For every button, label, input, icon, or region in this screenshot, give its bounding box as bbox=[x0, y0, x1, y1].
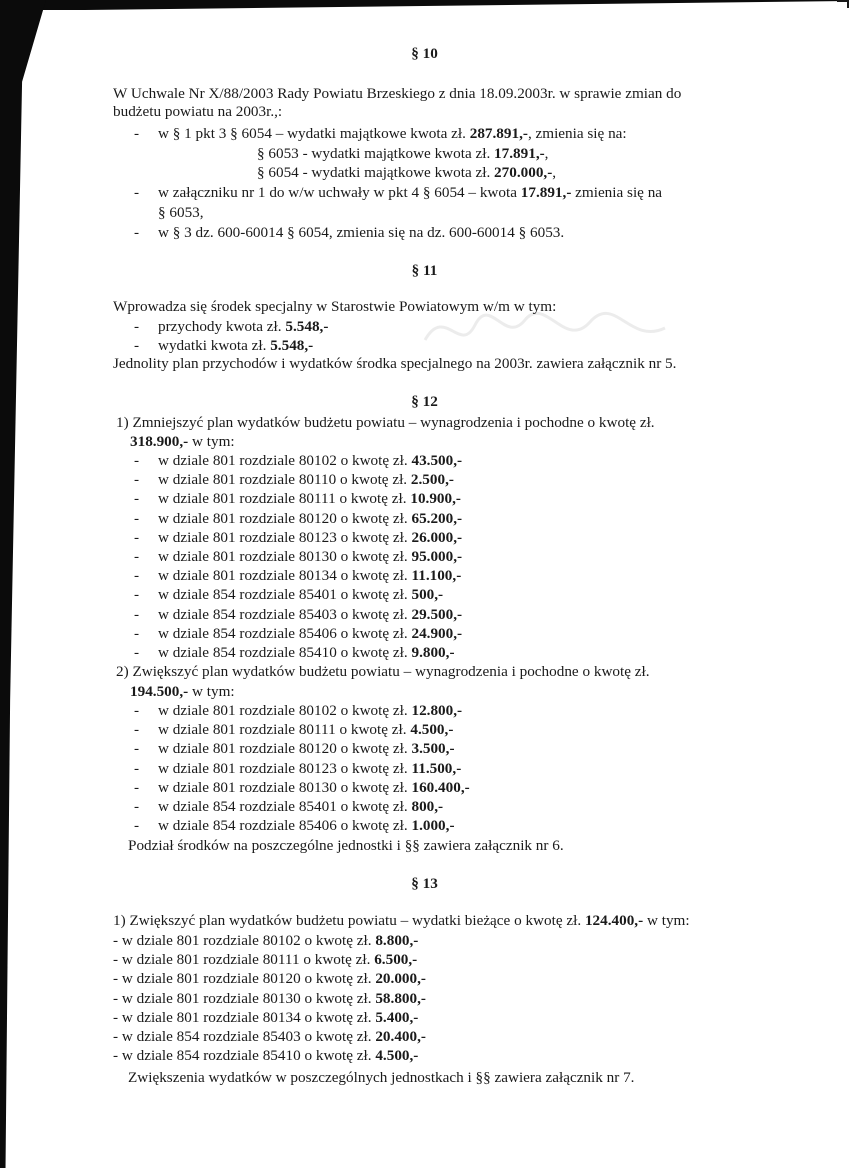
list-item: § 6053, bbox=[158, 204, 204, 221]
section-heading-10: § 10 bbox=[411, 45, 438, 62]
list-item: w dziale 801 rozdziale 80110 o kwotę zł. 2.500,- bbox=[158, 471, 454, 489]
list-item: w dziale 801 rozdziale 80123 o kwotę zł. 26.000,- bbox=[158, 528, 463, 546]
section-heading-12: § 12 bbox=[411, 393, 438, 410]
list-item: w § 1 pkt 3 § 6054 – wydatki majątkowe kwota zł. 287.891,-, zmienia się na: bbox=[158, 125, 627, 142]
section-heading-11: § 11 bbox=[411, 262, 438, 279]
list-item: w dziale 801 rozdziale 80120 o kwotę zł. 65.200,- bbox=[158, 509, 463, 527]
list-item: w dziale 854 rozdziale 85410 o kwotę zł. 9.800,- bbox=[158, 644, 455, 661]
list-dash: - bbox=[134, 452, 140, 469]
list-dash: - bbox=[134, 644, 140, 661]
list-item: w dziale 801 rozdziale 80130 o kwotę zł. 95.000,- bbox=[158, 548, 463, 565]
list-item: w dziale 801 rozdziale 80123 o kwotę zł. 11.500,- bbox=[158, 759, 462, 777]
list-item: w dziale 801 rozdziale 80130 o kwotę zł. 160.400,- bbox=[158, 778, 470, 796]
paragraph-line: Wprowadza się środek specjalny w Starostwie Powiatowym w/m w tym: bbox=[113, 298, 557, 315]
paragraph-line: 1) Zmniejszyć plan wydatków budżetu powiatu – wynagrodzenia i pochodne o kwotę zł. bbox=[116, 414, 655, 431]
list-item: w dziale 801 rozdziale 80111 o kwotę zł. 10.900,- bbox=[158, 490, 461, 508]
paragraph-line: 194.500,- w tym: bbox=[130, 683, 235, 700]
list-item: w dziale 854 rozdziale 85403 o kwotę zł. 29.500,- bbox=[158, 605, 463, 623]
list-item: w dziale 801 rozdziale 80134 o kwotę zł. 11.100,- bbox=[158, 567, 462, 585]
list-item: § 6054 - wydatki majątkowe kwota zł. 270.000,-, bbox=[257, 164, 557, 181]
list-dash: - bbox=[134, 702, 140, 719]
list-item: w dziale 854 rozdziale 85401 o kwotę zł. 800,- bbox=[158, 798, 444, 815]
list-dash: - bbox=[134, 509, 140, 527]
list-item: - w dziale 854 rozdziale 85410 o kwotę zł. 4.500,- bbox=[113, 1047, 419, 1065]
paragraph-line: Zwiększenia wydatków w poszczególnych jednostkach i §§ zawiera załącznik nr 7. bbox=[128, 1069, 635, 1086]
list-item: - w dziale 801 rozdziale 80102 o kwotę zł. 8.800,- bbox=[113, 932, 419, 949]
list-dash: - bbox=[134, 624, 140, 642]
paragraph-line: Podział środków na poszczególne jednostki i §§ zawiera załącznik nr 6. bbox=[128, 837, 564, 854]
paragraph-line: 318.900,- w tym: bbox=[130, 433, 235, 450]
list-item: przychody kwota zł. 5.548,- bbox=[158, 318, 329, 335]
list-item: - w dziale 801 rozdziale 80134 o kwotę zł. 5.400,- bbox=[113, 1008, 419, 1026]
list-dash: - bbox=[134, 567, 140, 585]
list-item: - w dziale 801 rozdziale 80120 o kwotę zł. 20.000,- bbox=[113, 970, 426, 988]
paragraph-line: 1) Zwiększyć plan wydatków budżetu powiatu – wydatki bieżące o kwotę zł. 124.400,- w tym: bbox=[113, 912, 690, 929]
list-item: § 6053 - wydatki majątkowe kwota zł. 17.891,-, bbox=[257, 145, 549, 162]
list-dash: - bbox=[134, 798, 140, 815]
list-dash: - bbox=[134, 586, 140, 604]
list-item: w dziale 801 rozdziale 80111 o kwotę zł. 4.500,- bbox=[158, 721, 454, 739]
paragraph-line: W Uchwale Nr X/88/2003 Rady Powiatu Brzeskiego z dnia 18.09.2003r. w sprawie zmian do bbox=[113, 85, 682, 102]
list-item: wydatki kwota zł. 5.548,- bbox=[158, 337, 314, 354]
list-dash: - bbox=[134, 224, 140, 241]
list-item: w dziale 801 rozdziale 80120 o kwotę zł. 3.500,- bbox=[158, 740, 455, 758]
list-dash: - bbox=[134, 759, 140, 777]
list-dash: - bbox=[134, 817, 140, 835]
list-item: w dziale 854 rozdziale 85406 o kwotę zł. 1.000,- bbox=[158, 817, 455, 835]
list-dash: - bbox=[134, 337, 140, 354]
list-dash: - bbox=[134, 318, 140, 335]
list-item: w dziale 801 rozdziale 80102 o kwotę zł. 12.800,- bbox=[158, 702, 463, 719]
list-dash: - bbox=[134, 778, 140, 796]
list-item: - w dziale 854 rozdziale 85403 o kwotę zł. 20.400,- bbox=[113, 1028, 426, 1045]
list-dash: - bbox=[134, 184, 140, 201]
list-item: w § 3 dz. 600-60014 § 6054, zmienia się na dz. 600-60014 § 6053. bbox=[158, 224, 565, 241]
list-dash: - bbox=[134, 740, 140, 758]
list-dash: - bbox=[134, 528, 140, 546]
paragraph-line: 2) Zwiększyć plan wydatków budżetu powiatu – wynagrodzenia i pochodne o kwotę zł. bbox=[116, 663, 650, 680]
list-dash: - bbox=[134, 471, 140, 489]
paragraph-line: Jednolity plan przychodów i wydatków środka specjalnego na 2003r. zawiera załącznik nr 5. bbox=[113, 355, 677, 372]
list-item: - w dziale 801 rozdziale 80111 o kwotę zł. 6.500,- bbox=[113, 951, 418, 969]
list-item: w załączniku nr 1 do w/w uchwały w pkt 4 § 6054 – kwota 17.891,- zmienia się na bbox=[158, 184, 663, 201]
list-item: w dziale 854 rozdziale 85406 o kwotę zł. 24.900,- bbox=[158, 624, 463, 642]
list-dash: - bbox=[134, 605, 140, 623]
section-heading-13: § 13 bbox=[411, 875, 438, 892]
list-item: w dziale 801 rozdziale 80102 o kwotę zł. 43.500,- bbox=[158, 452, 463, 469]
list-dash: - bbox=[134, 721, 140, 739]
list-dash: - bbox=[134, 548, 140, 565]
list-dash: - bbox=[134, 490, 140, 508]
list-item: w dziale 854 rozdziale 85401 o kwotę zł. 500,- bbox=[158, 586, 444, 604]
list-item: - w dziale 801 rozdziale 80130 o kwotę zł. 58.800,- bbox=[113, 989, 426, 1007]
paragraph-line: budżetu powiatu na 2003r.,: bbox=[113, 103, 283, 120]
list-dash: - bbox=[134, 125, 140, 142]
